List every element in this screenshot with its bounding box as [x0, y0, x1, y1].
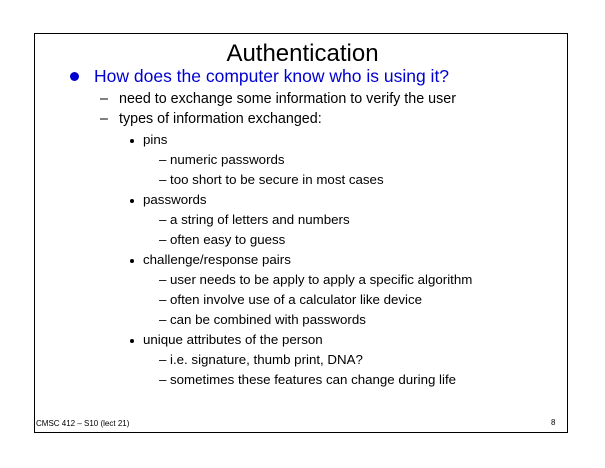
page-number: 8 [551, 418, 556, 427]
type-bullet-dot [130, 259, 134, 263]
main-bullet-text: How does the computer know who is using it? [94, 66, 450, 86]
sub-item-types: types of information exchanged: [119, 111, 322, 127]
dash-marker: – [159, 272, 167, 287]
type-label-challenge-response: challenge/response pairs [143, 252, 291, 267]
detail-item: can be combined with passwords [170, 312, 366, 327]
dash-marker: – [100, 91, 108, 107]
dash-marker: – [100, 111, 108, 127]
type-bullet-dot [130, 139, 134, 143]
dash-marker: – [159, 292, 167, 307]
dash-marker: – [159, 312, 167, 327]
detail-item: numeric passwords [170, 152, 285, 167]
detail-item: user needs to be apply to apply a specific algorithm [170, 272, 473, 287]
type-label-pins: pins [143, 132, 168, 147]
slide-title: Authentication [226, 40, 379, 67]
detail-item: often involve use of a calculator like device [170, 292, 423, 307]
dash-marker: – [159, 172, 167, 187]
dash-marker: – [159, 232, 167, 247]
detail-item: too short to be secure in most cases [170, 172, 384, 187]
type-bullet-dot [130, 199, 134, 203]
detail-item: often easy to guess [170, 232, 286, 247]
dash-marker: – [159, 212, 167, 227]
type-bullet-dot [130, 339, 134, 343]
detail-item: i.e. signature, thumb print, DNA? [170, 352, 363, 367]
footer-course-label: CMSC 412 – S10 (lect 21) [36, 419, 130, 428]
detail-item: a string of letters and numbers [170, 212, 350, 227]
dash-marker: – [159, 372, 167, 387]
dash-marker: – [159, 152, 167, 167]
detail-item: sometimes these features can change during life [170, 372, 457, 387]
main-bullet-dot [70, 72, 79, 81]
type-label-passwords: passwords [143, 192, 207, 207]
type-label-unique-attributes: unique attributes of the person [143, 332, 323, 347]
sub-item-exchange-info: need to exchange some information to verify the user [119, 91, 456, 107]
dash-marker: – [159, 352, 167, 367]
